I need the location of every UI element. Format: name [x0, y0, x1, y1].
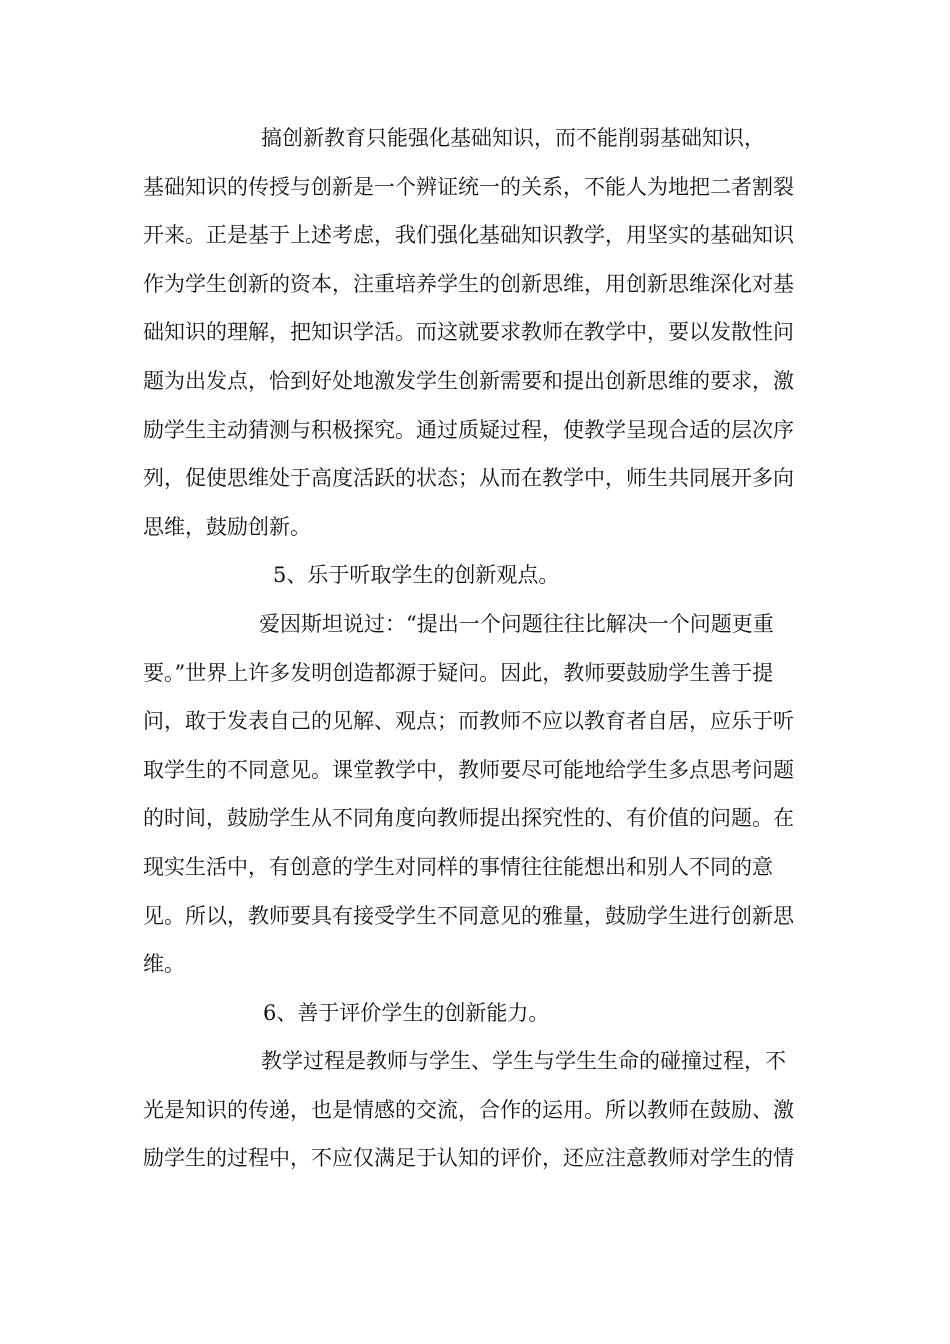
paragraph-line: 题为出发点，恰到好处地激发学生创新需要和提出创新思维的要求，激: [143, 368, 794, 393]
paragraph-line: 的时间，鼓励学生从不同角度向教师提出探究性的、有价值的问题。在: [143, 806, 794, 831]
paragraph-line: 基础知识的传授与创新是一个辨证统一的关系，不能人为地把二者割裂: [143, 174, 794, 199]
paragraph-line: 励学生主动猜测与积极探究。通过质疑过程，使教学呈现合适的层次序: [143, 417, 794, 442]
paragraph-line: 爱因斯坦说过：“提出一个问题往往比解决一个问题更重: [259, 611, 774, 636]
paragraph-line: 作为学生创新的资本，注重培养学生的创新思维，用创新思维深化对基: [143, 271, 794, 296]
paragraph-line: 开来。正是基于上述考虑，我们强化基础知识教学，用坚实的基础知识: [143, 223, 794, 248]
paragraph-line: 教学过程是教师与学生、学生与学生生命的碰撞过程，不: [261, 1049, 786, 1074]
paragraph-line: 取学生的不同意见。课堂教学中，教师要尽可能地给学生多点思考问题: [143, 757, 794, 782]
paragraph-line: 础知识的理解，把知识学活。而这就要求教师在教学中，要以发散性问: [143, 320, 794, 345]
paragraph-line: 思维，鼓励创新。: [143, 514, 311, 539]
section-heading-5: 5、乐于听取学生的创新观点。: [273, 563, 560, 588]
paragraph-line: 现实生活中，有创意的学生对同样的事情往往能想出和别人不同的意: [143, 854, 773, 879]
paragraph-line: 励学生的过程中，不应仅满足于认知的评价，还应注意教师对学生的情: [143, 1146, 794, 1171]
paragraph-line: 要。”世界上许多发明创造都源于疑问。因此，教师要鼓励学生善于提: [143, 660, 774, 685]
paragraph-line: 问，敢于发表自己的见解、观点；而教师不应以教育者自居，应乐于听: [143, 709, 794, 734]
paragraph-line: 维。: [143, 952, 185, 977]
paragraph-line: 光是知识的传递，也是情感的交流，合作的运用。所以教师在鼓励、激: [143, 1097, 794, 1122]
document-body: [143, 114, 808, 1183]
paragraph-line: 见。所以，教师要具有接受学生不同意见的雅量，鼓励学生进行创新思: [143, 903, 794, 928]
section-heading-6: 6、善于评价学生的创新能力。: [263, 1000, 550, 1025]
paragraph-line: 搞创新教育只能强化基础知识，而不能削弱基础知识，: [261, 126, 765, 150]
paragraph-line: 列，促使思维处于高度活跃的状态；从而在教学中，师生共同展开多向: [143, 466, 794, 491]
